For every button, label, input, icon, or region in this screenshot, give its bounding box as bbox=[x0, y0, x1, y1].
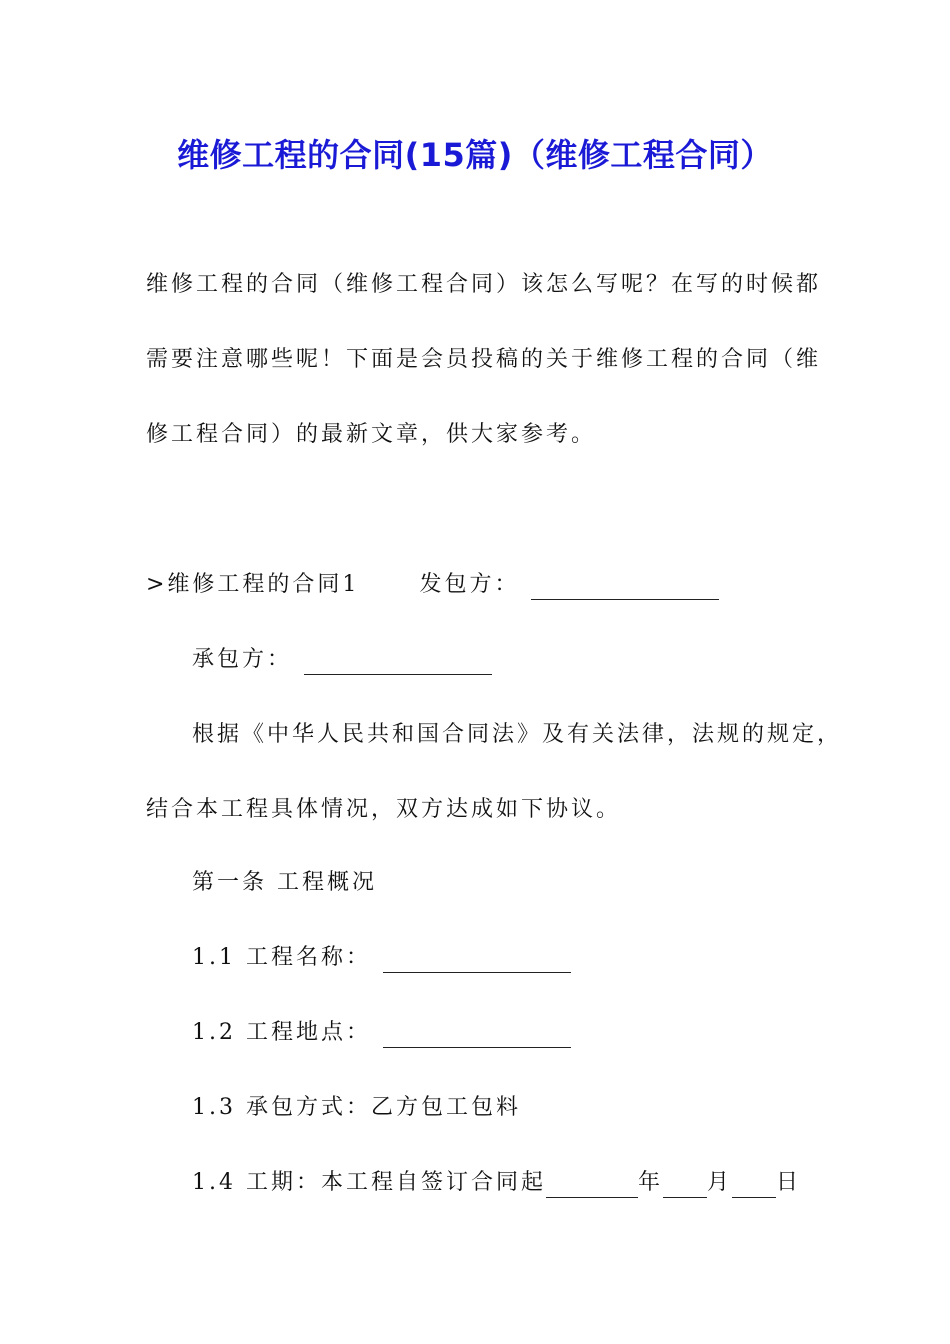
item-1-2-label: 1.2 工程地点： bbox=[192, 1020, 371, 1045]
contract-heading: >维修工程的合同1 bbox=[146, 572, 360, 597]
item-1-2-line bbox=[192, 1018, 573, 1048]
item-1-4-label: 1.4 工期：本工程自签订合同起 bbox=[192, 1170, 546, 1195]
basis-line-2: 结合本工程具体情况，双方达成如下协议。 bbox=[146, 797, 622, 822]
article-1-title: 第一条 工程概况 bbox=[192, 870, 377, 895]
party-b-line bbox=[192, 645, 494, 675]
item-1-4-line bbox=[192, 1168, 801, 1198]
day-label: 日 bbox=[776, 1170, 802, 1195]
year-blank bbox=[546, 1175, 638, 1198]
day-blank bbox=[732, 1175, 776, 1198]
basis-line-1: 根据《中华人民共和国合同法》及有关法律，法规的规定， bbox=[192, 722, 843, 747]
document-title: 维修工程的合同(15篇)（维修工程合同） bbox=[177, 136, 773, 174]
contract-heading-line bbox=[146, 570, 721, 600]
project-name-blank bbox=[383, 950, 571, 973]
party-b-label: 承包方： bbox=[192, 647, 293, 672]
party-b-blank bbox=[304, 652, 492, 675]
party-a-label: 发包方： bbox=[419, 572, 520, 597]
intro-line-3: 修工程合同）的最新文章，供大家参考。 bbox=[146, 422, 597, 447]
month-label: 月 bbox=[707, 1170, 733, 1195]
item-1-1-label: 1.1 工程名称： bbox=[192, 945, 371, 970]
party-a-blank bbox=[531, 577, 719, 600]
intro-line-2: 需要注意哪些呢！下面是会员投稿的关于维修工程的合同（维 bbox=[146, 347, 822, 372]
item-1-1-line bbox=[192, 943, 573, 973]
intro-line-1: 维修工程的合同（维修工程合同）该怎么写呢？在写的时候都 bbox=[146, 272, 822, 297]
month-blank bbox=[663, 1175, 707, 1198]
item-1-3: 1.3 承包方式：乙方包工包料 bbox=[192, 1095, 521, 1120]
project-location-blank bbox=[383, 1025, 571, 1048]
year-label: 年 bbox=[637, 1170, 663, 1195]
